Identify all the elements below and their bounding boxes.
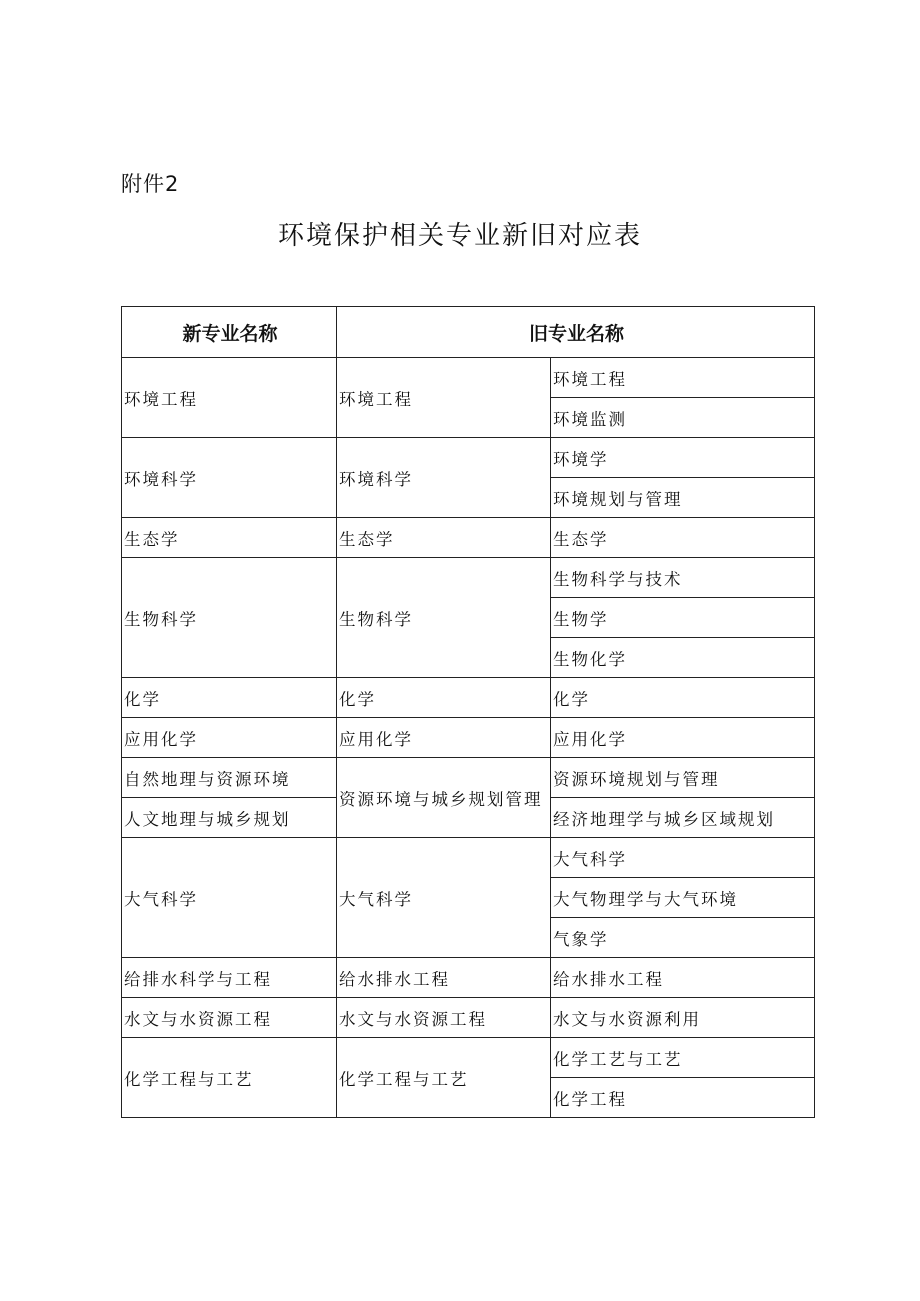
- old-major-cell: 化学: [337, 678, 551, 718]
- old-sub-major-cell: 水文与水资源利用: [551, 998, 815, 1038]
- new-major-cell: 环境工程: [122, 358, 337, 438]
- new-major-cell: 人文地理与城乡规划: [122, 798, 337, 838]
- old-sub-major-cell: 环境规划与管理: [551, 478, 815, 518]
- old-major-cell: 给水排水工程: [337, 958, 551, 998]
- table-row: [122, 438, 815, 478]
- old-major-cell: 水文与水资源工程: [337, 998, 551, 1038]
- new-major-cell: 给排水科学与工程: [122, 958, 337, 998]
- document-title: 环境保护相关专业新旧对应表: [277, 221, 642, 251]
- table-row: [122, 838, 815, 878]
- header-new-major: 新专业名称: [122, 307, 337, 358]
- new-major-cell: 环境科学: [122, 438, 337, 518]
- new-major-cell: 大气科学: [122, 838, 337, 958]
- old-sub-major-cell: 生物学: [551, 598, 815, 638]
- new-major-cell: 生物科学: [122, 558, 337, 678]
- old-major-cell: 资源环境与城乡规划管理: [337, 758, 551, 838]
- old-sub-major-cell: 环境学: [551, 438, 815, 478]
- old-sub-major-cell: 化学: [551, 678, 815, 718]
- table-row: [122, 958, 815, 998]
- table-row: [122, 518, 815, 558]
- old-sub-major-cell: 环境工程: [551, 358, 815, 398]
- old-sub-major-cell: 经济地理学与城乡区域规划: [551, 798, 815, 838]
- old-major-cell: 生态学: [337, 518, 551, 558]
- old-major-cell: 应用化学: [337, 718, 551, 758]
- table-header-row: [122, 307, 815, 358]
- new-major-cell: 生态学: [122, 518, 337, 558]
- old-major-cell: 环境工程: [337, 358, 551, 438]
- old-sub-major-cell: 给水排水工程: [551, 958, 815, 998]
- header-old-major: 旧专业名称: [337, 307, 815, 358]
- old-sub-major-cell: 化学工艺与工艺: [551, 1038, 815, 1078]
- table-row: [122, 758, 815, 798]
- old-sub-major-cell: 大气科学: [551, 838, 815, 878]
- table-row: [122, 718, 815, 758]
- old-sub-major-cell: 化学工程: [551, 1078, 815, 1118]
- attachment-label: 附件2: [121, 172, 180, 196]
- old-major-cell: 大气科学: [337, 838, 551, 958]
- table-row: [122, 558, 815, 598]
- old-sub-major-cell: 气象学: [551, 918, 815, 958]
- old-sub-major-cell: 生物科学与技术: [551, 558, 815, 598]
- new-major-cell: 水文与水资源工程: [122, 998, 337, 1038]
- table-row: [122, 358, 815, 398]
- old-sub-major-cell: 资源环境规划与管理: [551, 758, 815, 798]
- new-major-cell: 应用化学: [122, 718, 337, 758]
- old-sub-major-cell: 环境监测: [551, 398, 815, 438]
- new-major-cell: 化学: [122, 678, 337, 718]
- old-sub-major-cell: 应用化学: [551, 718, 815, 758]
- table-row: [122, 1038, 815, 1078]
- new-major-cell: 自然地理与资源环境: [122, 758, 337, 798]
- table-row: [122, 998, 815, 1038]
- new-major-cell: 化学工程与工艺: [122, 1038, 337, 1118]
- old-sub-major-cell: 生态学: [551, 518, 815, 558]
- old-sub-major-cell: 大气物理学与大气环境: [551, 878, 815, 918]
- old-sub-major-cell: 生物化学: [551, 638, 815, 678]
- old-major-cell: 环境科学: [337, 438, 551, 518]
- major-mapping-table: [121, 306, 815, 1118]
- old-major-cell: 化学工程与工艺: [337, 1038, 551, 1118]
- old-major-cell: 生物科学: [337, 558, 551, 678]
- table-row: [122, 678, 815, 718]
